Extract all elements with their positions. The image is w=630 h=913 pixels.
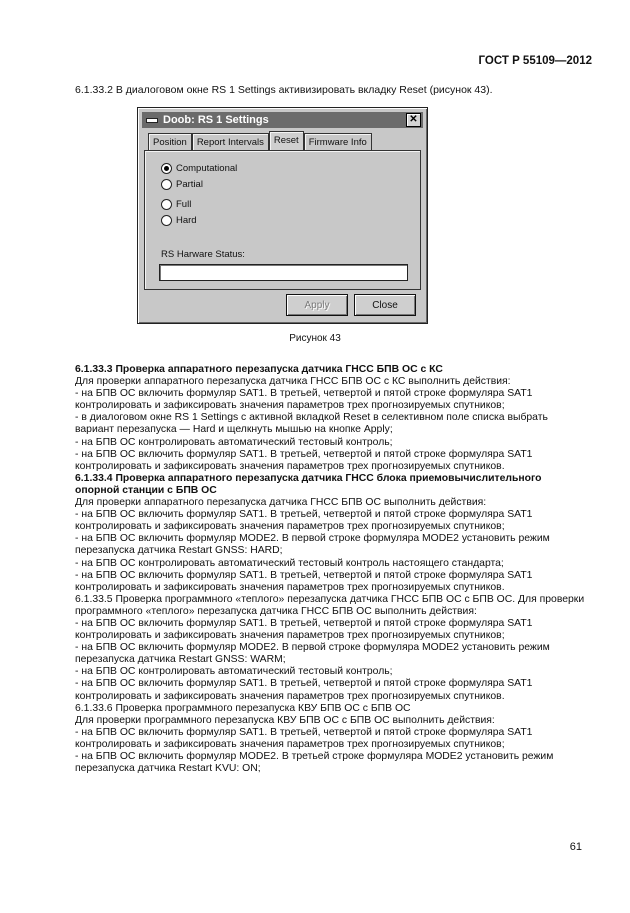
paragraph: - на БПВ ОС включить формуляр SAT1. В третьей, четвертой и пятой строке формуляра SAT1 контролировать и зафиксировать значения параметров трех прогнозируемых спутников; bbox=[75, 617, 533, 642]
paragraph: - на БПВ ОС включить формуляр MODE2. В третьей строке формуляра MODE2 установить режим перезапуска датчика Restart KVU: ON; bbox=[75, 751, 554, 775]
page-number: 61 bbox=[569, 841, 582, 853]
radio-icon[interactable] bbox=[161, 199, 172, 210]
apply-button[interactable]: Apply bbox=[286, 294, 348, 316]
paragraph: - на БПВ ОС включить формуляр MODE2. В первой строке формуляра MODE2 установить режим перезапуска датчика Restart GNSS: HARD; bbox=[75, 533, 550, 557]
paragraph: - на БПВ ОС контролировать автоматический тестовый контроль; bbox=[75, 666, 393, 678]
paragraph: - на БПВ ОС включить формуляр MODE2. В первой строке формуляра MODE2 установить режим перезапуска датчика Restart GNSS: WARM; bbox=[75, 642, 550, 666]
close-icon[interactable]: ✕ bbox=[406, 113, 421, 127]
radio-icon[interactable] bbox=[161, 179, 172, 190]
status-field[interactable] bbox=[159, 264, 408, 281]
intro-paragraph: 6.1.33.2 В диалоговом окне RS 1 Settings активизировать вкладку Reset (рисунок 43). bbox=[75, 84, 493, 96]
paragraph: Для проверки аппаратного перезапуска датчика ГНСС БПВ ОС с КС выполнить действия: bbox=[75, 376, 511, 388]
status-label: RS Harware Status: bbox=[161, 249, 245, 260]
paragraph: - на БПВ ОС включить формуляр SAT1. В третьей, четвертой и пятой строке формуляра SAT1 контролировать и зафиксировать значения параметров трех прогнозируемых спутников; bbox=[75, 509, 533, 533]
system-menu-icon[interactable] bbox=[146, 118, 158, 123]
paragraph: - на БПВ ОС включить формуляр SAT1. В третьей, четвертой и пятой строке формуляра SAT1 контролировать и зафиксировать значения параметров трех прогнозируемых спутников. bbox=[75, 569, 533, 593]
paragraph: Для проверки аппаратного перезапуска датчика ГНСС БПВ ОС выполнить действия: bbox=[75, 497, 487, 509]
option-label: Hard bbox=[176, 215, 197, 226]
paragraph: - на БПВ ОС включить формуляр SAT1. В третьей, четвертой и пятой строке формуляра SAT1 контролировать и зафиксировать значения параметров трех прогнозируемых спутников. bbox=[75, 678, 533, 702]
option-label: Partial bbox=[176, 179, 203, 190]
dialog-titlebar[interactable] bbox=[142, 112, 423, 128]
tab-position[interactable]: Position bbox=[148, 133, 192, 150]
paragraph: 6.1.33.6 Проверка программного перезапуска КВУ БПВ ОС с БПВ ОС bbox=[75, 702, 411, 714]
paragraph: - на БПВ ОС контролировать автоматический тестовый контроль настоящего стандарта; bbox=[75, 557, 504, 569]
body-text bbox=[75, 364, 587, 775]
paragraph: Для проверки программного перезапуска КВУ БПВ ОС с БПВ ОС выполнить действия: bbox=[75, 714, 495, 726]
paragraph: - на БПВ ОС включить формуляр SAT1. В третьей, четвертой и пятой строке формуляра SAT1 контролировать и зафиксировать значения параметров трех прогнозируемых спутников. bbox=[75, 448, 533, 472]
paragraph: - на БПВ ОС включить формуляр SAT1. В третьей, четвертой и пятой строке формуляра SAT1 контролировать и зафиксировать значения параметров трех прогнозируемых спутников; bbox=[75, 388, 533, 412]
figure-caption: Рисунок 43 bbox=[289, 333, 341, 344]
close-button[interactable]: Close bbox=[354, 294, 416, 316]
rs1-settings-dialog bbox=[137, 107, 428, 324]
section-heading: 6.1.33.4 Проверка аппаратного перезапуска датчика ГНСС блока приемовычислительного опорной станции с БПВ ОС bbox=[75, 472, 542, 496]
tab-strip bbox=[148, 132, 372, 150]
paragraph: - на БПВ ОС включить формуляр SAT1. В третьей, четвертой и пятой строке формуляра SAT1 контролировать и зафиксировать значения параметров трех прогнозируемых спутников; bbox=[75, 726, 533, 750]
option-label: Full bbox=[176, 199, 192, 210]
standard-number: ГОСТ Р 55109—2012 bbox=[478, 55, 592, 67]
option-partial[interactable] bbox=[161, 179, 203, 190]
tab-report-intervals[interactable]: Report Intervals bbox=[192, 133, 269, 150]
paragraph: 6.1.33.5 Проверка программного «теплого» перезапуска датчика ГНСС БПВ ОС с БПВ ОС. Для проверки программного «теплого» перезапуска датчика ГНСС БПВ ОС выполнить действия: bbox=[75, 593, 585, 617]
option-computational[interactable] bbox=[161, 163, 237, 174]
tab-reset[interactable]: Reset bbox=[269, 131, 304, 151]
dialog-title: Doob: RS 1 Settings bbox=[163, 114, 269, 126]
reset-tab-panel bbox=[144, 150, 421, 290]
radio-icon[interactable] bbox=[161, 215, 172, 226]
paragraph: - на БПВ ОС контролировать автоматический тестовый контроль; bbox=[75, 436, 393, 448]
option-label: Computational bbox=[176, 163, 238, 174]
option-full[interactable] bbox=[161, 199, 191, 210]
tab-firmware-info[interactable]: Firmware Info bbox=[304, 133, 372, 150]
option-hard[interactable] bbox=[161, 215, 197, 226]
paragraph: - в диалоговом окне RS 1 Settings с активной вкладкой Reset в селективном поле списка выбрать вариант перезапуска — Hard и щелкнуть мышью на кнопке Apply; bbox=[75, 412, 548, 436]
section-heading: 6.1.33.3 Проверка аппаратного перезапуска датчика ГНСС БПВ ОС с КС bbox=[75, 364, 443, 375]
radio-checked-icon[interactable] bbox=[161, 163, 172, 174]
